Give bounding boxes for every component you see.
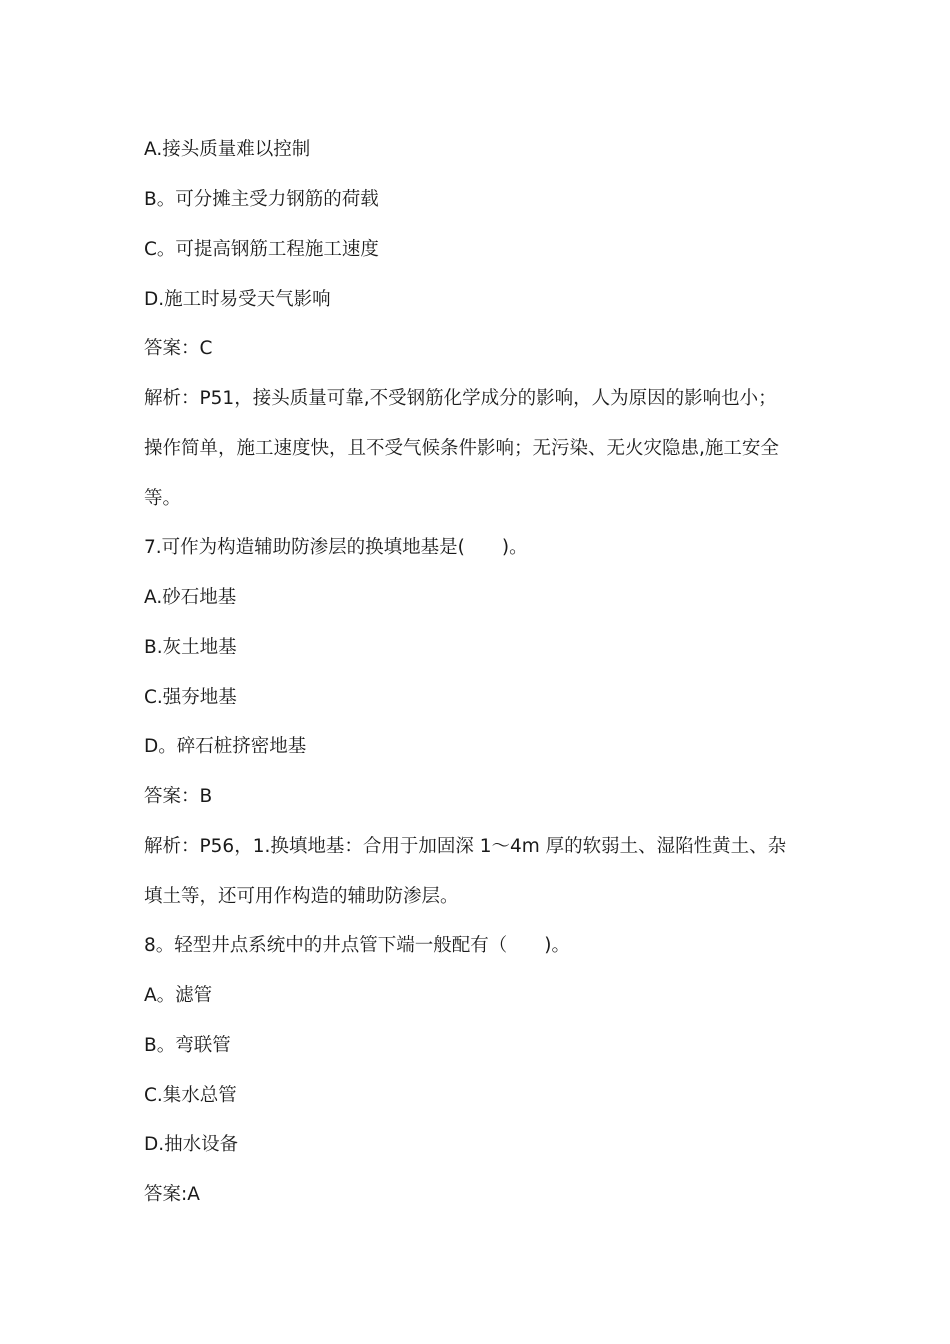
answer-q6: 答案：C	[144, 338, 213, 359]
answer-q7: 答案：B	[144, 786, 213, 807]
option-b-q6: B。可分摊主受力钢筋的荷载	[144, 189, 379, 210]
answer-q8: 答案:A	[144, 1184, 200, 1205]
explanation-q6-line2: 操作简单，施工速度快，且不受气候条件影响；无污染、无火灾隐患,施工安全	[144, 438, 779, 459]
explanation-q7-line2: 填土等，还可用作构造的辅助防渗层。	[144, 886, 459, 907]
option-d-q6: D.施工时易受天气影响	[144, 289, 331, 310]
question-8: 8。轻型井点系统中的井点管下端一般配有（ )。	[144, 935, 570, 956]
option-a-q7: A.砂石地基	[144, 587, 237, 608]
option-c-q6: C。可提高钢筋工程施工速度	[144, 239, 379, 260]
option-d-q8: D.抽水设备	[144, 1134, 239, 1155]
option-a-q6: A.接头质量难以控制	[144, 139, 311, 160]
explanation-q6-line3: 等。	[144, 488, 182, 509]
option-a-q8: A。滤管	[144, 985, 213, 1006]
option-c-q8: C.集水总管	[144, 1085, 237, 1106]
option-b-q8: B。弯联管	[144, 1035, 231, 1056]
option-b-q7: B.灰土地基	[144, 637, 237, 658]
explanation-q7-line1: 解析：P56，1.换填地基：合用于加固深 1～4m 厚的软弱土、湿陷性黄土、杂	[144, 836, 787, 857]
option-c-q7: C.强夯地基	[144, 687, 237, 708]
explanation-q6-line1: 解析：P51，接头质量可靠,不受钢筋化学成分的影响，人为原因的影响也小；	[144, 388, 777, 409]
option-d-q7: D。碎石桩挤密地基	[144, 736, 307, 757]
question-7: 7.可作为构造辅助防渗层的换填地基是( )。	[144, 537, 528, 558]
